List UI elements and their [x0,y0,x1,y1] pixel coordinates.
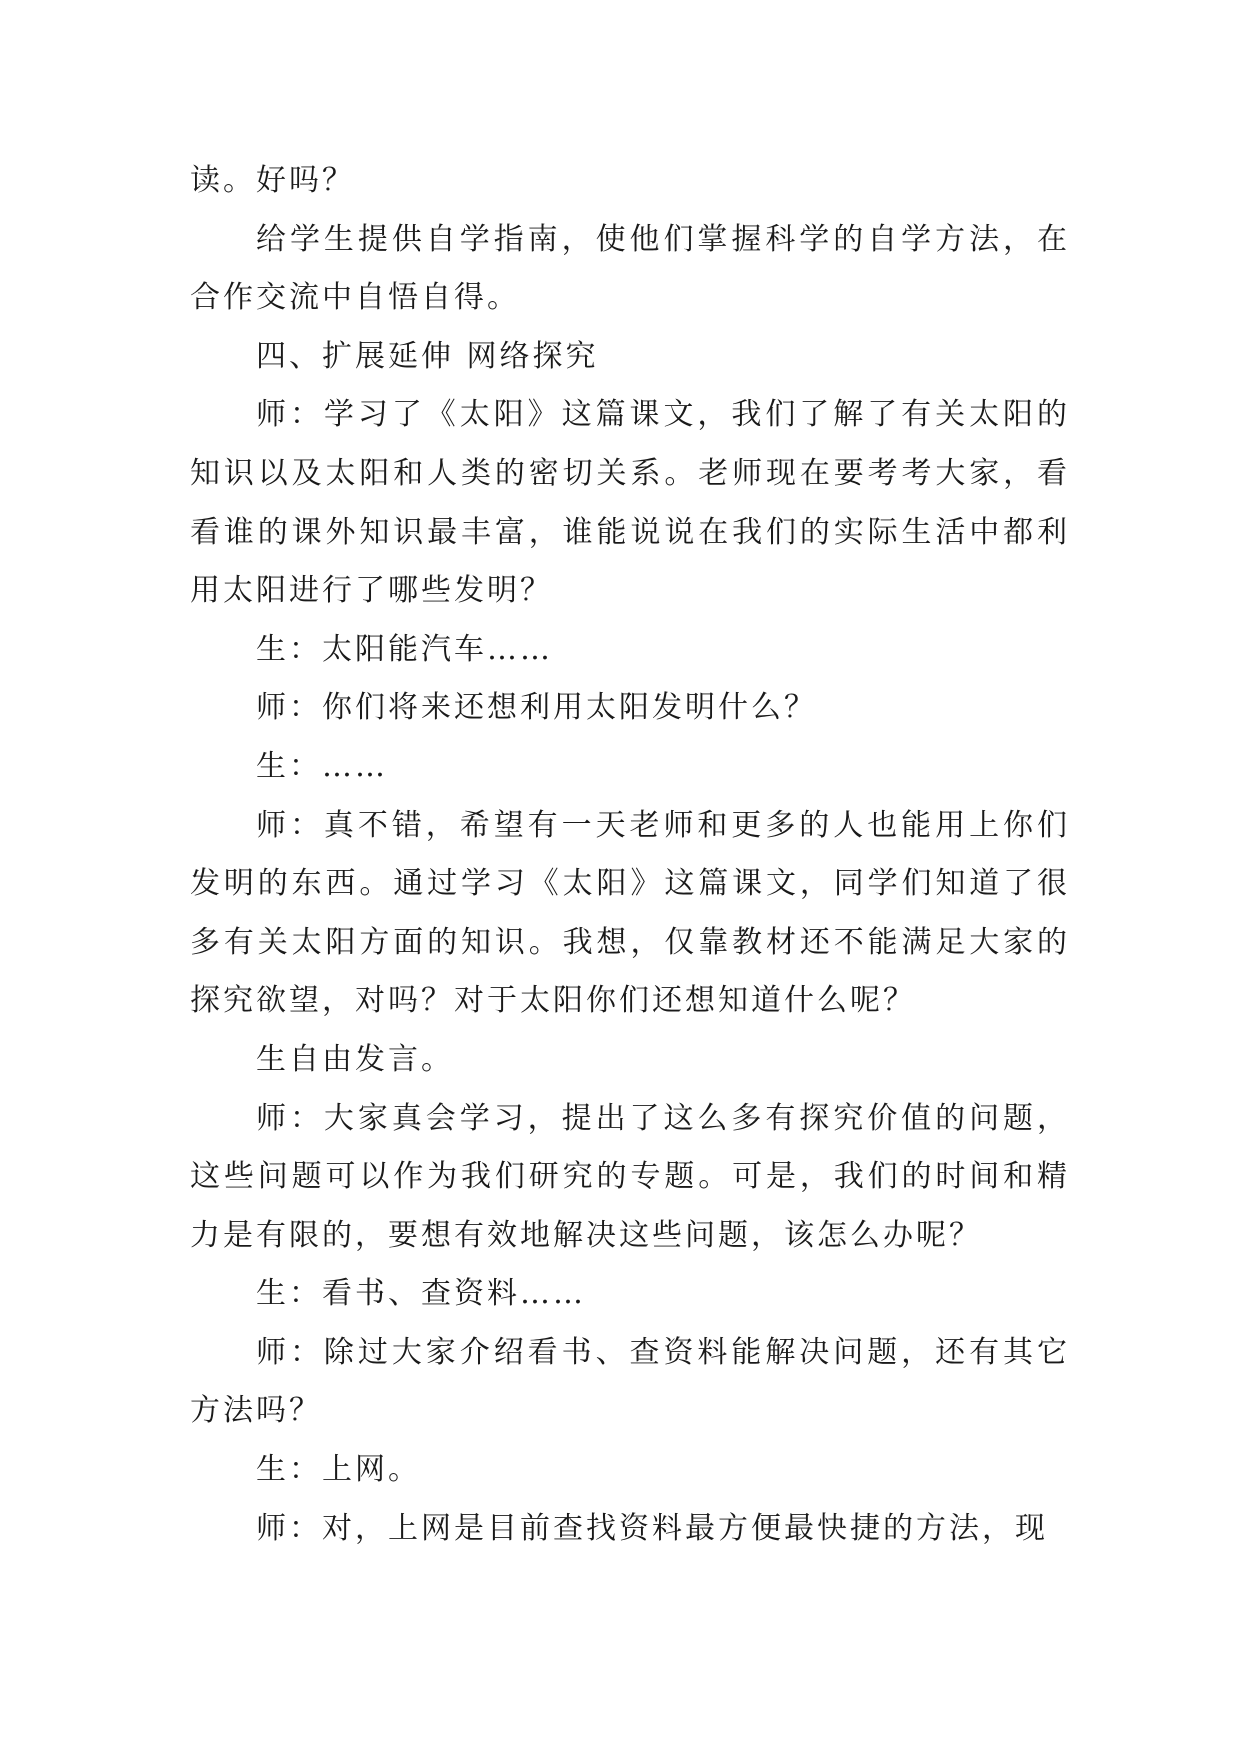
paragraph: 师：你们将来还想利用太阳发明什么？ [256,690,817,726]
paragraph: 师：真不错，希望有一天老师和更多的人也能用上你们发明的东西。通过学习《太阳》这篇课文，同学们知道了很多有关太阳方面的知识。我想，仅靠教材还不能满足大家的探究欲望，对吗？对于太阳你们还想知道什么呢？ [190,807,1070,1019]
paragraph: 生：太阳能汽车…… [256,631,553,667]
paragraph: 师：对，上网是目前查找资料最方便最快捷的方法，现 [256,1510,1048,1546]
document-page [190,152,1070,1558]
paragraph: 生：…… [256,748,388,784]
paragraph: 师：大家真会学习，提出了这么多有探究价值的问题，这些问题可以作为我们研究的专题。可是，我们的时间和精力是有限的，要想有效地解决这些问题，该怎么办呢？ [190,1100,1070,1253]
paragraph: 师：除过大家介绍看书、查资料能解决问题，还有其它方法吗？ [190,1334,1070,1429]
paragraph: 师：学习了《太阳》这篇课文，我们了解了有关太阳的知识以及太阳和人类的密切关系。老师现在要考考大家，看看谁的课外知识最丰富，谁能说说在我们的实际生活中都利用太阳进行了哪些发明？ [190,397,1070,609]
paragraph: 生：上网。 [256,1452,421,1488]
paragraph: 生自由发言。 [256,1041,454,1077]
paragraph: 给学生提供自学指南，使他们掌握科学的自学方法，在合作交流中自悟自得。 [190,221,1070,316]
paragraph: 读。好吗？ [190,163,355,198]
paragraph: 生：看书、查资料…… [256,1276,586,1312]
section-heading: 四、扩展延伸 网络探究 [256,338,599,374]
